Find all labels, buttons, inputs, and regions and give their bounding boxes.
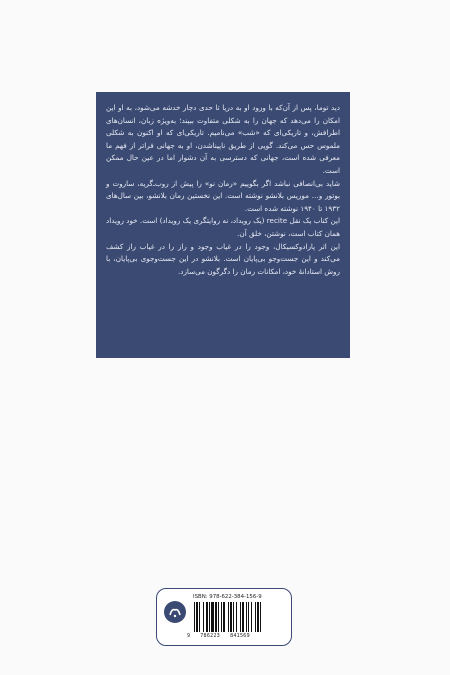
blurb-paragraph-1: دید توما، پس از آن‌که با ورود او به دریا تا حدی دچار خدشه می‌شود، به او این امکان را می‌دهد که جهان را به شکلی متفاوت ببیند؛ به‌ویژه زبان، انسان‌های اطرافش، و تاریکی‌ای که «شب» می‌نامیم. تاریکی‌ای که او اکنون به شکلی ملموس حس می‌کند. گویی از طریق ناپیناشدن، او به جهانی فراتر از فهم ما معرفی شده است، جهانی که دسترسی به آن دشوار اما در عین حال ممکن است.: [106, 103, 340, 175]
barcode-digit-prefix: 9: [187, 633, 191, 639]
publisher-logo-icon: [164, 601, 186, 623]
blurb-text: [106, 102, 340, 278]
blurb-paragraph-3: این کتاب یک نقل recite (یک رویداد، نه روایتگری یک رویداد) است. خود رویداد همان کتاب است، نوشتن، خلق آن.: [106, 216, 340, 238]
barcode-digits-mid: 786223: [200, 633, 221, 639]
blurb-box: [96, 92, 350, 358]
barcode-icon: [193, 602, 285, 632]
barcode-panel: [156, 588, 292, 646]
blurb-paragraph-2: شاید بی‌انصافی نباشد اگر بگوییم «رمان نو» را پیش از روب‌ـ‌گریه، ساروت و بوتور و… موریس بلانشو نوشته است. این نخستین رمان بلانشو، بین سال‌های ۱۹۳۲ تا ۱۹۴۰ نوشته شده است.: [106, 178, 340, 213]
blurb-paragraph-4: این اثر پارادوکسیکال، وجود را در غیاب وجود و راز را در غیاب راز کشف می‌کند و این جست‌وجو بی‌پایان است. بلانشو در این جست‌وجوی بی‌پایان، با روش استادانهٔ خود، امکانات رمان را دگرگون می‌سازد.: [106, 241, 340, 276]
barcode-digits: [187, 633, 250, 639]
barcode-digits-right: 841569: [230, 633, 250, 639]
isbn-text: ISBN: 978-622-384-156-9: [193, 594, 262, 600]
